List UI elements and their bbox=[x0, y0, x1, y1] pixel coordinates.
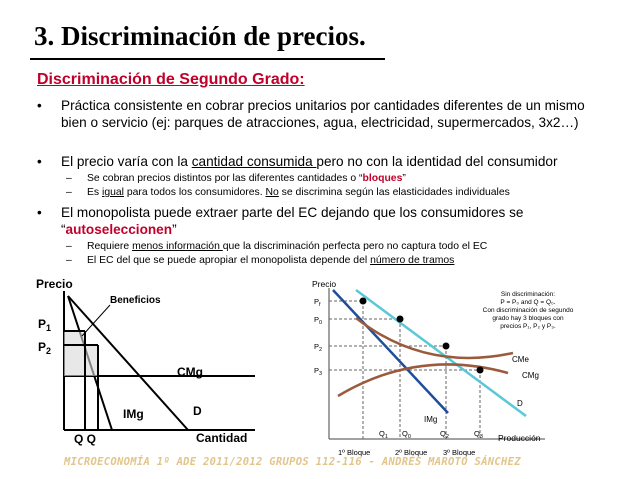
tick-q3: $Q_3$ bbox=[474, 429, 483, 440]
tick-q0: $Q_0$ bbox=[402, 429, 411, 440]
sub-info-before: Requiere bbox=[87, 241, 133, 252]
right-graph-group bbox=[312, 279, 574, 457]
tick-q1: $Q_1$ bbox=[379, 429, 388, 440]
right-img-label: IMg bbox=[424, 415, 438, 424]
note-line-2: P = P₀ and Q = Q₀. bbox=[500, 299, 556, 306]
p2-label: $P_2$ bbox=[38, 340, 52, 356]
sub-equal-before: Es bbox=[87, 187, 103, 198]
point-q1-pf bbox=[360, 298, 367, 305]
bullet-price-varies-before: El precio varía con la bbox=[61, 154, 192, 169]
sub-equal-u1: igual bbox=[102, 187, 124, 198]
left-y-axis-label: Precio bbox=[36, 277, 73, 291]
tick-p3: $P_3$ bbox=[314, 366, 323, 377]
right-cme-label: CMe bbox=[512, 355, 529, 364]
note-line-1: Sin discriminación: bbox=[500, 291, 556, 298]
bullet-monopolist-highlight: autoseleccionen bbox=[65, 222, 173, 238]
bullet-dot: • bbox=[37, 98, 42, 113]
sub-bullet-dash: – bbox=[66, 241, 72, 252]
sub-equal-u2: No bbox=[265, 187, 279, 198]
point-q0-p0 bbox=[397, 316, 404, 323]
slide-footer: MICROECONOMÍA 1º ADE 2011/2012 GRUPOS 112-116 - ANDRÉS MAROTO SÁNCHEZ bbox=[64, 456, 521, 468]
right-y-axis-label: Precio bbox=[312, 279, 337, 289]
tick-p0: $P_0$ bbox=[314, 315, 323, 326]
bullet-monopolist-after: ” bbox=[172, 222, 177, 238]
sub-blocks-highlight: bloques bbox=[362, 173, 403, 184]
left-img-label: IMg bbox=[123, 407, 144, 421]
slide-title: 3. Discriminación de precios. bbox=[34, 21, 366, 51]
point-q3-p3 bbox=[477, 367, 484, 374]
benefits-label: Beneficios bbox=[110, 295, 161, 306]
bullet-price-varies-underlined: cantidad consumida bbox=[191, 154, 317, 169]
left-demand-label: D bbox=[193, 404, 202, 418]
right-demand-label: D bbox=[517, 399, 523, 408]
p1-label: $P_1$ bbox=[38, 317, 52, 333]
sub-equal-after: se discrimina según las elasticidades individuales bbox=[278, 187, 510, 198]
left-x-axis-label: Cantidad bbox=[196, 431, 248, 445]
tick-p2: $P_2$ bbox=[314, 342, 323, 353]
sub-bullet-dash: – bbox=[66, 173, 72, 184]
tick-pf: $P_f$ bbox=[314, 297, 321, 308]
block-label-1: 1º Bloque bbox=[338, 448, 371, 457]
right-cmg-label: CMg bbox=[522, 371, 539, 380]
tick-q2: $Q_2$ bbox=[440, 429, 449, 440]
left-q-labels: Q Q bbox=[74, 432, 97, 446]
bullet-practice-text: Práctica consistente en cobrar precios unitarios por cantidades diferentes de un mismo bien o servicio (ej: parques de atracciones, agua, electricidad, supermercados, 3x2…) bbox=[61, 98, 585, 131]
no-discrimination-note bbox=[483, 291, 574, 330]
section-subtitle: Discriminación de Segundo Grado: bbox=[37, 71, 305, 88]
sub-bullet-dash: – bbox=[66, 187, 72, 198]
bullet-dot: • bbox=[37, 205, 42, 220]
note-line-4: grado hay 3 bloques con bbox=[492, 315, 564, 322]
sub-tramos-before: El EC del que se puede apropiar el monopolista depende del bbox=[87, 255, 371, 266]
sub-tramos-underlined: número de tramos bbox=[370, 255, 455, 266]
bullet-dot: • bbox=[37, 154, 42, 169]
left-cmg-label: CMg bbox=[177, 365, 203, 379]
bullet-price-varies-after: pero no con la identidad del consumidor bbox=[316, 154, 558, 169]
sub-info-underlined: menos información bbox=[132, 241, 223, 252]
sub-info-after: que la discriminación perfecta pero no captura todo el EC bbox=[222, 241, 488, 252]
block-label-2: 2º Bloque bbox=[395, 448, 428, 457]
sub-equal-middle: para todos los consumidores. bbox=[123, 187, 266, 198]
note-line-5: precios P₁, P₂ y P₃. bbox=[500, 323, 556, 330]
right-x-axis-label: Producción bbox=[498, 433, 541, 443]
sub-blocks-after: ” bbox=[402, 173, 406, 184]
note-line-3: Con discriminación de segundo bbox=[482, 307, 574, 314]
point-q2-p2 bbox=[443, 343, 450, 350]
right-img-curve bbox=[333, 290, 448, 413]
sub-bullet-dash: – bbox=[66, 255, 72, 266]
sub-blocks-before: Se cobran precios distintos por las diferentes cantidades o “ bbox=[87, 173, 363, 184]
block-label-3: 3º Bloque bbox=[443, 448, 476, 457]
bullet-monopolist-before: El monopolista puede extraer parte del EC dejando que los consumidores se “ bbox=[61, 205, 524, 238]
